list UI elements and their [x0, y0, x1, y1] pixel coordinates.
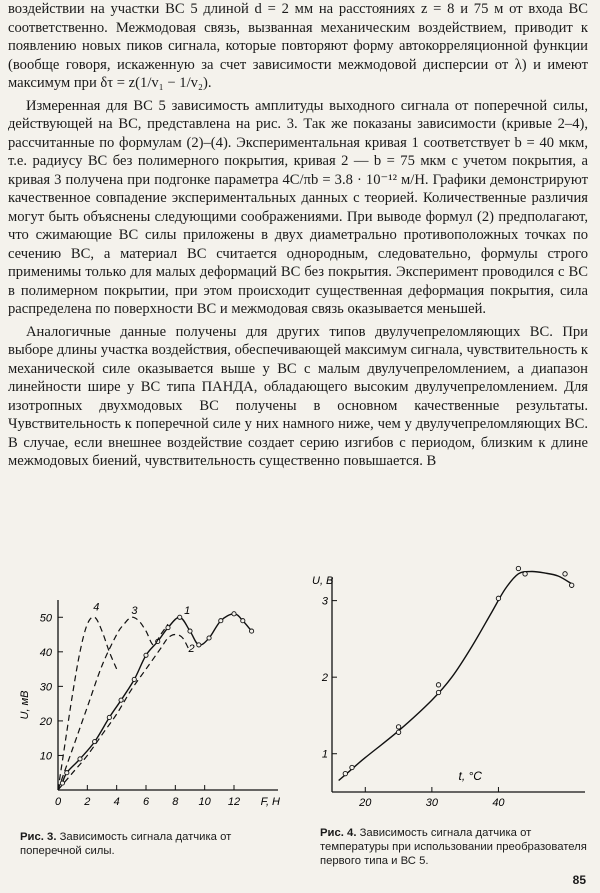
data-point — [523, 572, 527, 576]
data-point — [119, 698, 123, 702]
paragraph-3: Аналогичные данные получены для других типов двулучепреломляющих ВС. При выборе длины участка воздействия, обеспечивающей максимум сигнала, чувствительность к механической силе оказывается выше у ВС с малым двулучепреломлением, а диапазон линейности шире у ВС типа ПАНДА, обладающего высоким двулучепреломлением. Для изотропных двухмодовых ВС получены в основном качественные результаты. Чувствительность к поперечной силе у них намного ниже, чем у двулучепреломляющих ВС. В случае, если внешнее воздействие создает серию изгибов с периодом, близким к длине межмодовых биений, чувствительность существенно повышается. В — [8, 323, 588, 469]
y-tick-label: 40 — [39, 646, 52, 659]
figure-3-caption-text: Зависимость сигнала датчика от поперечной силы. — [20, 831, 232, 857]
curve-4 — [58, 617, 117, 790]
data-point — [241, 619, 245, 623]
data-point — [396, 725, 400, 729]
data-point — [132, 677, 136, 681]
figure-3-caption — [20, 830, 285, 858]
curve-label-1: 1 — [184, 604, 191, 617]
data-point — [197, 643, 201, 647]
y-tick-label: 50 — [39, 612, 52, 625]
x-tick-label: 12 — [227, 796, 241, 808]
x-tick-label: 10 — [198, 796, 211, 808]
data-point — [396, 730, 400, 734]
y-axis-label: U, мВ — [19, 690, 31, 720]
curve-2 — [58, 635, 190, 791]
paragraph-1: воздействии на участки ВС 5 длиной d = 2 мм на расстояниях z = 8 и 75 м от входа ВС соответственно. Межмодовая связь, вызванная механическим воздействием, приводит к появлению новых пиков сигнала, которые повторяют форму автокорреляционной функции (вообще говоря, искаженную за счет зависимости межмодовой дисперсии от λ) и имеют максимум при δτ = z(1/v₁ − 1/v₂). — [8, 1, 588, 91]
y-tick-label: 3 — [321, 595, 328, 608]
x-tick-label: 2 — [84, 796, 91, 808]
x-tick-label: 4 — [113, 796, 120, 808]
data-point — [144, 653, 148, 657]
page-number: 85 — [572, 873, 586, 887]
y-axis-label: U, В — [312, 575, 334, 587]
x-tick-label: 6 — [142, 796, 150, 808]
data-point — [188, 629, 192, 633]
figure-4-caption-text: Зависимость сигнала датчика от температуры при использовании преобразователя первого типа и ВС 5. — [320, 827, 587, 867]
figure-4-caption-label: Рис. 4. — [320, 827, 357, 839]
x-tick-label: 20 — [359, 797, 372, 809]
data-point — [569, 583, 573, 587]
data-point — [563, 572, 567, 576]
x-axis-label: F, Н — [260, 796, 280, 808]
figure-3-caption-label: Рис. 3. — [20, 831, 57, 843]
y-tick-label: 1 — [321, 748, 328, 761]
data-point — [496, 596, 500, 600]
y-tick-label: 30 — [39, 681, 52, 694]
x-axis-label: t, °C — [458, 769, 482, 783]
data-point — [207, 636, 211, 640]
data-point — [166, 626, 170, 630]
data-point — [60, 781, 64, 785]
data-point — [343, 771, 347, 775]
text-body — [8, 0, 588, 471]
data-point — [78, 757, 82, 761]
x-tick-label: 40 — [492, 797, 505, 809]
paragraph-2: Измеренная для ВС 5 зависимость амплитуды выходного сигнала от поперечной силы, действующей на ВС, представлена на рис. 3. Так же показаны зависимости (кривые 2–4), рассчитанные по формулам (2)–(4). Экспериментальная кривая 1 соответствует b = 40 мкм, т.е. радиусу ВС без полимерного покрытия, кривая 2 — b = 75 мкм с учетом покрытия, а кривая 3 получена при подгонке параметра 4C/πb = 3.8 · 10⁻¹² м/Н. Графики демонстрируют качественное совпадение экспериментальных данных с теорией. Количественные различия могут быть объяснены следующими соображениями. При выводе формул (2) предполагают, что сжимающие ВС силы приложены в двух диаметрально противоположных точках по сечению ВС, а материал ВС считается однородным, следовательно, формулы строго применимы только для малых деформаций ВС без покрытия. Эксперимент проводился с ВС в полимерном покрытии, при этом происходит существенная деформация покрытия, сила распределена по поверхности ВС и межмодовая связь оказывается меньшей. — [8, 97, 588, 317]
curve-label-2: 2 — [188, 642, 195, 655]
x-tick-label: 8 — [172, 796, 179, 808]
data-point — [350, 765, 354, 769]
data-point — [516, 566, 520, 570]
figure-4-chart — [310, 560, 595, 828]
figure-3-chart — [8, 560, 293, 828]
figure-4-caption — [320, 826, 595, 868]
data-point — [107, 715, 111, 719]
y-tick-label: 20 — [39, 715, 52, 728]
data-point — [65, 771, 69, 775]
data-point — [178, 615, 182, 619]
curve-label-3: 3 — [131, 604, 138, 617]
data-point — [436, 690, 440, 694]
data-point — [436, 683, 440, 687]
data-point — [232, 612, 236, 616]
x-tick-label: 30 — [425, 797, 438, 809]
x-tick-label: 0 — [54, 796, 62, 808]
data-point — [219, 619, 223, 623]
curve-label-4: 4 — [93, 601, 100, 614]
y-tick-label: 10 — [39, 750, 52, 763]
data-point — [250, 629, 254, 633]
fit-curve — [339, 571, 572, 780]
y-tick-label: 2 — [321, 672, 328, 685]
